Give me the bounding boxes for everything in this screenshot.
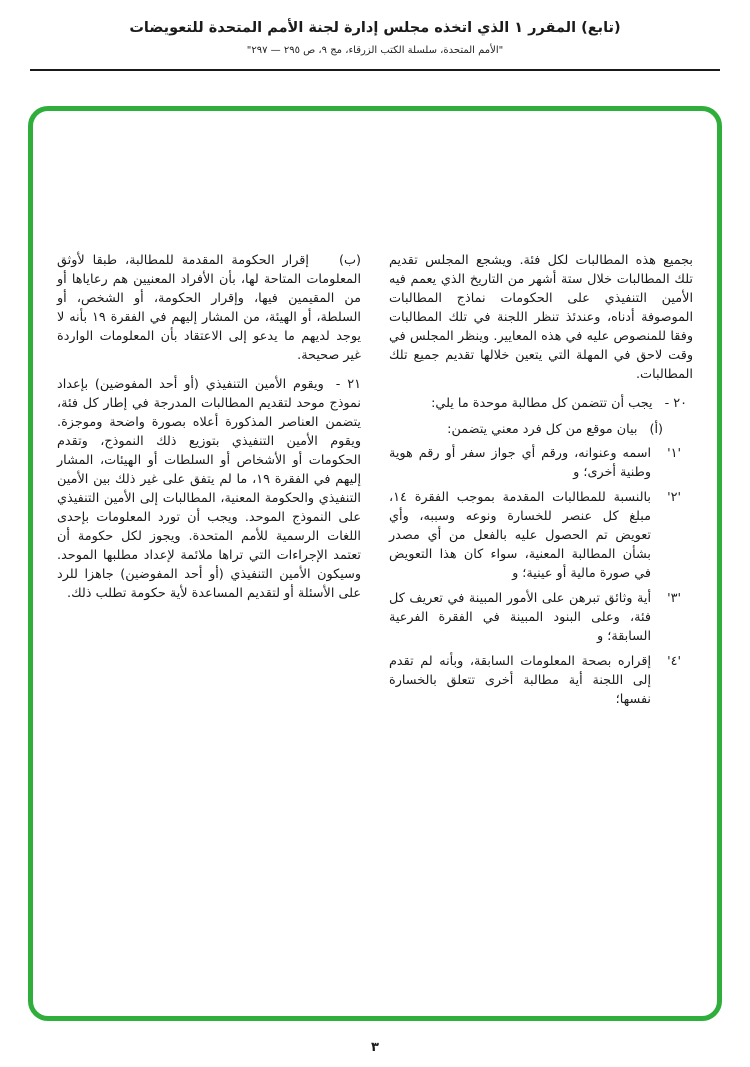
subitem-1-number: '١' bbox=[667, 446, 681, 461]
subitem-4-number: '٤' bbox=[667, 654, 681, 669]
subitem-4 bbox=[389, 652, 681, 709]
document-title: (تابع) المقرر ١ الذي اتخذه مجلس إدارة لجنة الأمم المتحدة للتعويضات bbox=[129, 20, 621, 36]
paragraph-intro: بجميع هذه المطالبات لكل فئة. ويشجع المجلس تقديم تلك المطالبات خلال ستة أشهر من التاريخ الذي يعمم فيه الأمين التنفيذي على الحكومات نماذج المطالبات الموصوفة أدناه، وعندئذ تنظر اللجنة في تلك المطالبات وفقا للمنصوص عليه في هذه المعايير. وينظر المجلس في وقت لاحق في المهلة التي يتعين خلالها تقديم جميع تلك المطالبات. bbox=[389, 253, 693, 382]
item-b-marker: (ب) bbox=[338, 253, 361, 268]
item-a-marker: (أ) bbox=[649, 422, 663, 437]
paragraph-20-number: ٢٠ - bbox=[664, 396, 687, 411]
item-a-text: بيان موقع من كل فرد معني يتضمن: bbox=[447, 422, 638, 437]
column-left bbox=[57, 251, 361, 715]
subitem-1 bbox=[389, 444, 681, 482]
item-b-text: إقرار الحكومة المقدمة للمطالبة، طبقا لأوثق المعلومات المتاحة لها، بأن الأفراد المعنيين هم رعاياها أو من المقيمين فيها، وإقرار الحكومة، أو الشخص، أو السلطة، أو الهيئة، من المشار إليهم في الفقرة ١٩ بأنه لا يوجد لديهم ما يدعو إلى الاعتقاد بأن المعلومات الواردة غير صحيحة. bbox=[57, 253, 361, 363]
column-right bbox=[389, 251, 693, 715]
document-source-line: "الأمم المتحدة، سلسلة الكتب الزرقاء، مج ٩، ص ٢٩٥ — ٢٩٧" bbox=[246, 45, 504, 56]
subitem-2-number: '٢' bbox=[667, 490, 681, 505]
subitem-3-text: أية وثائق تبرهن على الأمور المبينة في تعريف كل فئة، وعلى البنود المبينة في الفقرة الفرعية السابقة؛ و bbox=[389, 591, 651, 644]
page-number: ٣ bbox=[371, 1040, 379, 1055]
subitem-2-text: بالنسبة للمطالبات المقدمة بموجب الفقرة ١٤، مبلغ كل عنصر للخسارة ونوعه وسببه، وأي تعويض تم الحصول عليه بالفعل من أي مصدر بشأن المطالبة المعنية، سواء كان هذا التعويض في صورة مالية أو عينية؛ و bbox=[389, 490, 651, 581]
subitem-1-text: اسمه وعنوانه، ورقم أي جواز سفر أو رقم هوية وطنية أخرى؛ و bbox=[389, 446, 651, 480]
two-column-text bbox=[33, 111, 717, 715]
subitem-3-number: '٣' bbox=[667, 591, 681, 606]
subitem-2 bbox=[389, 488, 681, 583]
item-a bbox=[389, 420, 663, 439]
paragraph-21 bbox=[57, 375, 361, 603]
content-border-frame bbox=[28, 106, 722, 1021]
paragraph-20 bbox=[389, 394, 687, 413]
subitem-4-text: إقراره بصحة المعلومات السابقة، وبأنه لم تقدم إلى اللجنة أية مطالبة أخرى تتعلق بالخسارة نفسها؛ bbox=[389, 654, 651, 707]
paragraph-21-text: ويقوم الأمين التنفيذي (أو أحد المفوضين) بإعداد نموذج موحد لتقديم المطالبات المدرجة في إطار كل فئة، يتضمن العناصر المذكورة أعلاه بصورة واضحة وموجزة. ويقوم الأمين التنفيذي بتوزيع ذلك النموذج، وتقدم الحكومات أو الأشخاص أو السلطات أو الهيئات، المشار إليهم في الفقرة ١٩، ما لم يتفق على غير ذلك بين الأمين التنفيذي والحكومة المعنية، المطالبات إلى الأمين التنفيذي على النموذج الموحد. ويجب أن تورد المعلومات بإحدى اللغات الرسمية للأمم المتحدة. ويجوز لكل حكومة أن تعتمد الإجراءات التي تراها ملائمة لإعداد مطلبها الموحد. وسيكون الأمين التنفيذي (أو أحد المفوضين) جاهزا للرد على الأسئلة أو لتقديم المساعدة لأية حكومة تطلب ذلك. bbox=[57, 377, 362, 601]
paragraph-21-number: ٢١ - bbox=[335, 377, 361, 392]
header-divider bbox=[30, 69, 720, 71]
paragraph-20-text: يجب أن تتضمن كل مطالبة موحدة ما يلي: bbox=[431, 396, 653, 411]
item-b-paragraph bbox=[57, 251, 361, 365]
document-header bbox=[0, 0, 750, 56]
subitem-3 bbox=[389, 589, 681, 646]
